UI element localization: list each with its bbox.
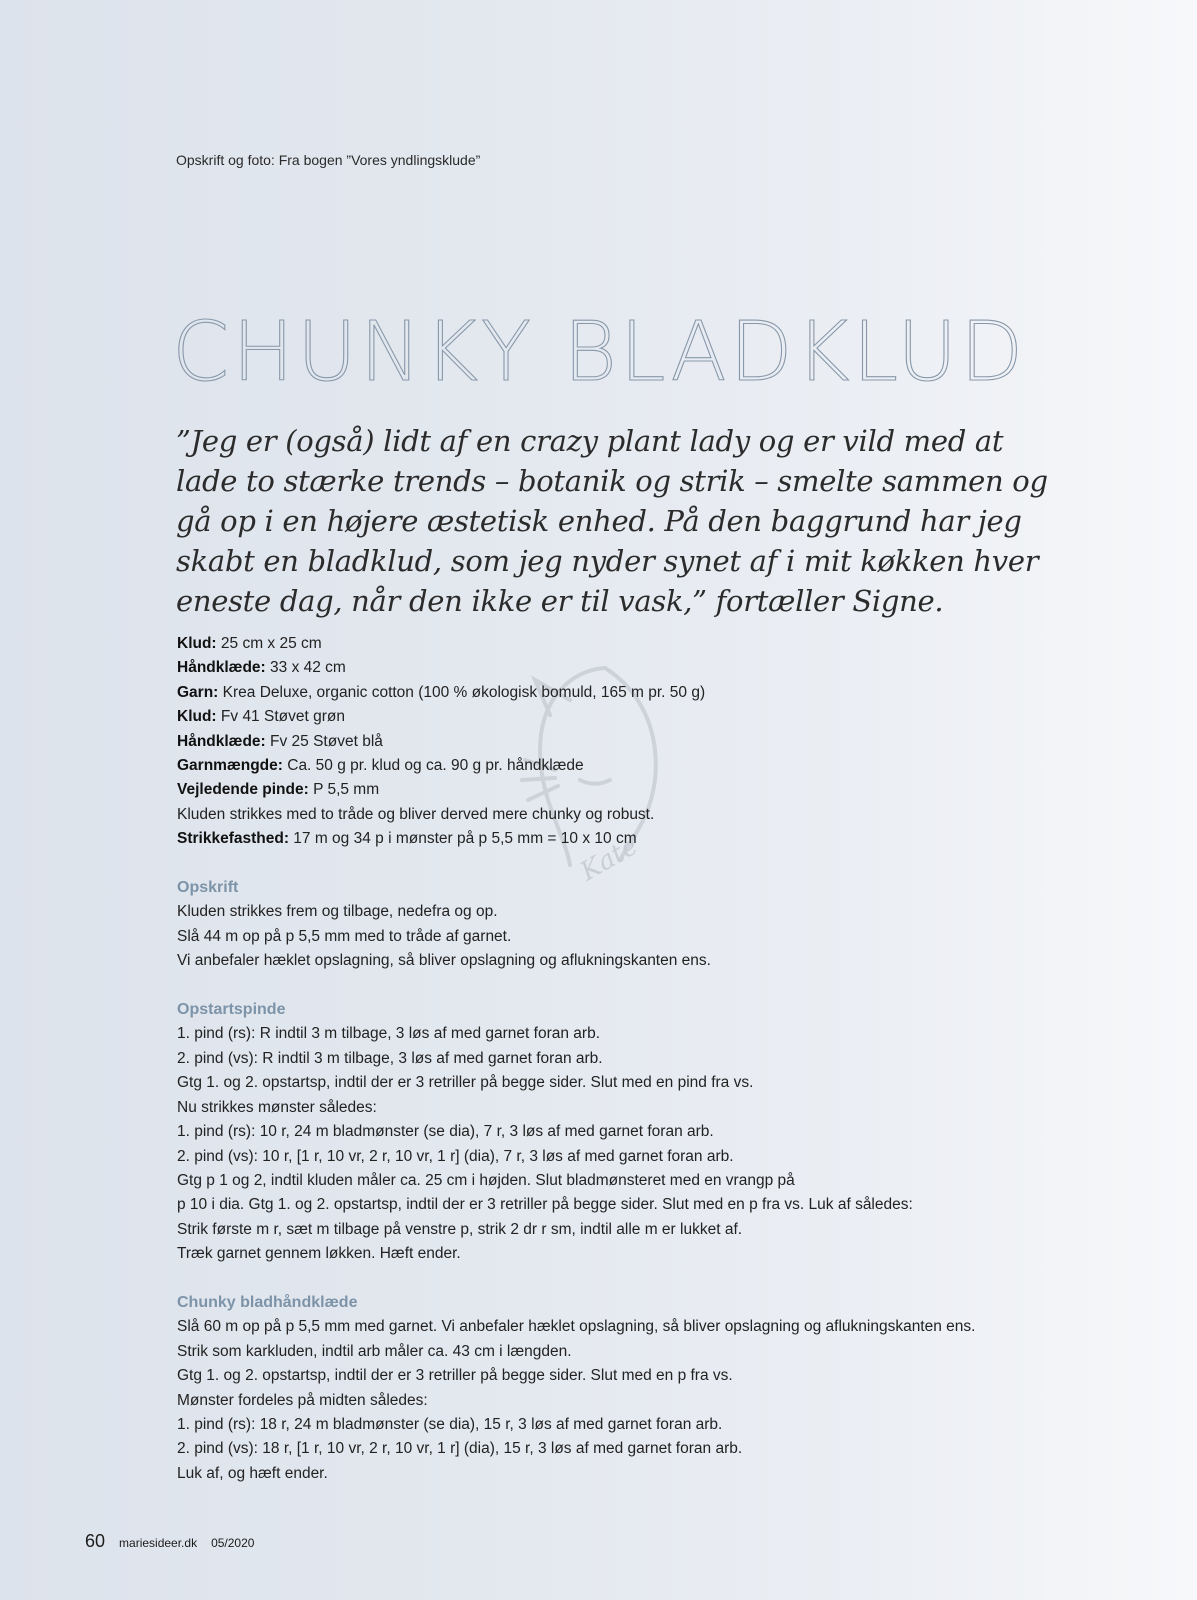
- page-number: 60: [85, 1531, 106, 1551]
- spec-line: [177, 778, 1057, 802]
- spec-value: P 5,5 mm: [308, 781, 380, 799]
- spec-line: [177, 827, 1057, 851]
- spec-value: Kluden strikkes med to tråde og bliver derved mere chunky og robust.: [177, 805, 655, 823]
- spec-label: Håndklæde:: [177, 732, 266, 750]
- spec-label: Klud:: [177, 708, 217, 726]
- instruction-line: Gtg p 1 og 2, indtil kluden måler ca. 25 cm i højden. Slut bladmønsteret med en vrangp på: [177, 1171, 795, 1189]
- spec-value: Krea Deluxe, organic cotton (100 % økologisk bomuld, 165 m pr. 50 g): [218, 683, 706, 701]
- section-heading: Opskrift: [177, 879, 239, 897]
- watermark-signature: Kate: [575, 830, 644, 888]
- instruction-section: [177, 1291, 1057, 1486]
- page-footer: [85, 1531, 254, 1552]
- instruction-line: 1. pind (rs): 10 r, 24 m bladmønster (se dia), 7 r, 3 løs af med garnet foran arb.: [177, 1123, 714, 1141]
- spec-label: Garn:: [177, 683, 219, 701]
- spec-line: [177, 656, 1057, 680]
- instruction-line: Gtg 1. og 2. opstartsp, indtil der er 3 retriller på begge sider. Slut med en p fra vs.: [177, 1367, 733, 1385]
- section-heading: Chunky bladhåndklæde: [177, 1293, 358, 1311]
- instruction-section: [177, 876, 1057, 974]
- section-heading: Opstartspinde: [177, 1001, 286, 1019]
- spec-line: [177, 803, 1057, 827]
- spec-value: 25 cm x 25 cm: [216, 635, 322, 652]
- spec-label: Strikkefasthed:: [177, 830, 289, 848]
- instruction-line: Slå 44 m op på p 5,5 mm med to tråde af garnet.: [177, 927, 512, 945]
- instruction-line: Strik som karkluden, indtil arb måler ca. 43 cm i længden.: [177, 1342, 572, 1360]
- spec-line: [177, 730, 1057, 754]
- instruction-line: Gtg 1. og 2. opstartsp, indtil der er 3 retriller på begge sider. Slut med en pind fra vs.: [177, 1074, 754, 1092]
- spec-value: Ca. 50 g pr. klud og ca. 90 g pr. håndklæde: [282, 757, 584, 775]
- instruction-line: 1. pind (rs): R indtil 3 m tilbage, 3 løs af med garnet foran arb.: [177, 1025, 600, 1043]
- instruction-line: Nu strikkes mønster således:: [177, 1098, 377, 1116]
- instruction-line: Vi anbefaler hæklet opslagning, så bliver opslagning og aflukningskanten ens.: [177, 952, 711, 970]
- instruction-section: [177, 998, 1057, 1266]
- instruction-line: 2. pind (vs): R indtil 3 m tilbage, 3 løs af med garnet foran arb.: [177, 1049, 603, 1067]
- instruction-line: 2. pind (vs): 10 r, [1 r, 10 vr, 2 r, 10 vr, 1 r] (dia), 7 r, 3 løs af med garnet foran arb.: [177, 1147, 734, 1165]
- spec-label: Vejledende pinde:: [177, 781, 309, 799]
- instruction-line: Kluden strikkes frem og tilbage, nedefra og op.: [177, 903, 498, 921]
- spec-label: Håndklæde:: [177, 659, 266, 677]
- photo-credit: Opskrift og foto: Fra bogen ”Vores yndlingsklude”: [176, 152, 481, 168]
- recipe-body: [177, 632, 1057, 1486]
- issue-number: 05/2020: [211, 1536, 255, 1550]
- spec-value: 33 x 42 cm: [265, 659, 346, 677]
- instruction-line: 2. pind (vs): 18 r, [1 r, 10 vr, 2 r, 10 vr, 1 r] (dia), 15 r, 3 løs af med garnet foran arb.: [177, 1440, 743, 1458]
- instruction-line: 1. pind (rs): 18 r, 24 m bladmønster (se dia), 15 r, 3 løs af med garnet foran arb.: [177, 1415, 723, 1433]
- spec-line: [177, 681, 1057, 705]
- instruction-line: Slå 60 m op på p 5,5 mm med garnet. Vi anbefaler hæklet opslagning, så bliver opslagning og aflukningskanten ens.: [177, 1318, 976, 1336]
- instruction-line: Træk garnet gennem løkken. Hæft ender.: [177, 1245, 461, 1263]
- spec-value: Fv 25 Støvet blå: [265, 732, 383, 750]
- spec-label: Garnmængde:: [177, 757, 283, 775]
- spec-label: Klud:: [177, 635, 217, 652]
- instruction-line: p 10 i dia. Gtg 1. og 2. opstartsp, indtil der er 3 retriller på begge sider. Slut med en p fra vs. Luk af således:: [177, 1196, 913, 1214]
- instruction-line: Luk af, og hæft ender.: [177, 1464, 328, 1482]
- intro-quote: ”Jeg er (også) lidt af en crazy plant lady og er vild med at lade to stærke trends – botanik og strik – smelte sammen og gå op i en højere æstetisk enhed. På den baggrund har jeg skabt en bladklud, som jeg nyder synet af i mit køkken hver eneste dag, når den ikke er til vask,” fortæller Signe.: [176, 424, 1048, 618]
- site-url: mariesideer.dk: [119, 1536, 198, 1550]
- materials-list: [177, 632, 1057, 852]
- spec-line: [177, 632, 1057, 656]
- page-title: CHUNKY BLADKLUD: [172, 305, 1027, 400]
- instruction-line: Strik første m r, sæt m tilbage på venstre p, strik 2 dr r sm, indtil alle m er lukket af.: [177, 1220, 743, 1238]
- spec-line: [177, 754, 1057, 778]
- spec-line: [177, 705, 1057, 729]
- instruction-line: Mønster fordeles på midten således:: [177, 1391, 428, 1409]
- spec-value: Fv 41 Støvet grøn: [216, 708, 345, 726]
- instructions: [177, 876, 1057, 1486]
- spec-value: 17 m og 34 p i mønster på p 5,5 mm = 10 x 10 cm: [288, 830, 637, 848]
